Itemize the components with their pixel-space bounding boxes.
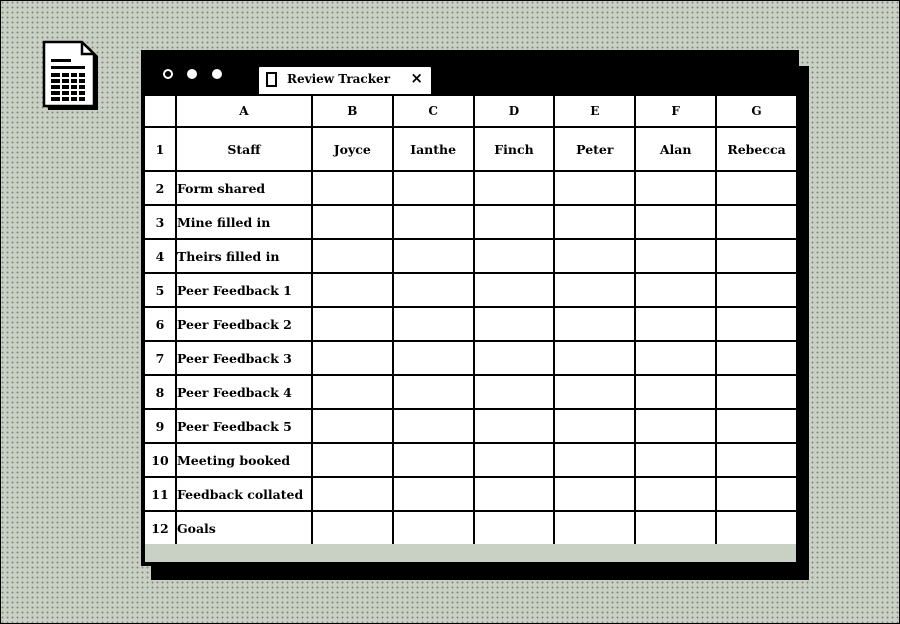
staff-name-cell[interactable]: Finch [475,128,554,170]
table-row [145,376,796,408]
row-label-cell[interactable]: Feedback collated [177,478,311,510]
row-number[interactable]: 12 [145,512,175,544]
data-cell[interactable] [475,410,554,442]
row-label-cell[interactable]: Peer Feedback 5 [177,410,311,442]
column-header[interactable]: D [475,96,554,126]
table-row [145,172,796,204]
table-row [145,206,796,238]
data-cell[interactable] [394,376,473,408]
row-number[interactable]: 5 [145,274,175,306]
data-cell[interactable] [475,444,554,476]
data-cell[interactable] [475,274,554,306]
data-cell[interactable] [555,478,634,510]
data-cell[interactable] [555,410,634,442]
data-cell[interactable] [394,342,473,374]
table-row [145,342,796,374]
data-cell[interactable] [717,376,796,408]
data-cell[interactable] [475,172,554,204]
data-cell[interactable] [555,308,634,340]
data-cell[interactable] [555,512,634,544]
row-number[interactable]: 3 [145,206,175,238]
tab-review-tracker[interactable] [257,65,433,94]
table-row [145,410,796,442]
data-cell[interactable] [313,240,392,272]
data-cell[interactable] [313,308,392,340]
data-cell[interactable] [636,274,715,306]
row-number[interactable]: 11 [145,478,175,510]
data-cell[interactable] [394,240,473,272]
column-header[interactable]: C [394,96,473,126]
spreadsheet-grid [143,94,798,564]
data-cell[interactable] [313,206,392,238]
row-number[interactable]: 4 [145,240,175,272]
column-header[interactable]: B [313,96,392,126]
table-row [145,512,796,544]
data-cell[interactable] [475,376,554,408]
row-label-cell[interactable]: Peer Feedback 4 [177,376,311,408]
data-cell[interactable] [717,240,796,272]
data-cell[interactable] [717,512,796,544]
data-cell[interactable] [313,444,392,476]
close-icon[interactable]: × [410,69,423,87]
row-label-cell[interactable]: Peer Feedback 1 [177,274,311,306]
table-row [145,478,796,510]
data-cell[interactable] [555,274,634,306]
data-cell[interactable] [475,342,554,374]
data-cell[interactable] [555,172,634,204]
data-cell[interactable] [313,478,392,510]
row-number[interactable]: 10 [145,444,175,476]
table-row [145,240,796,272]
row-number[interactable]: 7 [145,342,175,374]
document-icon [266,72,277,87]
row-label-cell[interactable]: Form shared [177,172,311,204]
data-cell[interactable] [717,308,796,340]
data-cell[interactable] [636,512,715,544]
row-number[interactable]: 1 [145,128,175,170]
row-label-cell[interactable]: Mine filled in [177,206,311,238]
data-cell[interactable] [717,478,796,510]
column-header[interactable]: A [177,96,311,126]
row-label-cell[interactable]: Goals [177,512,311,544]
corner-cell[interactable] [145,96,175,126]
data-cell[interactable] [717,410,796,442]
data-cell[interactable] [394,172,473,204]
data-cell[interactable] [313,410,392,442]
data-cell[interactable] [394,274,473,306]
row-label-cell[interactable]: Peer Feedback 2 [177,308,311,340]
data-cell[interactable] [636,240,715,272]
data-cell[interactable] [313,342,392,374]
data-cell[interactable] [636,342,715,374]
data-cell[interactable] [636,172,715,204]
data-cell[interactable] [555,206,634,238]
row-number[interactable]: 6 [145,308,175,340]
table-row [145,308,796,340]
window-dot-icon[interactable] [187,69,197,79]
data-cell[interactable] [717,342,796,374]
data-cell[interactable] [475,206,554,238]
staff-name-cell[interactable]: Rebecca [717,128,796,170]
data-cell[interactable] [636,478,715,510]
data-cell[interactable] [394,444,473,476]
data-cell[interactable] [555,342,634,374]
data-cell[interactable] [475,512,554,544]
tab-title: Review Tracker [287,72,391,86]
data-cell[interactable] [636,206,715,238]
row-number[interactable]: 9 [145,410,175,442]
staff-name-cell[interactable]: Joyce [313,128,392,170]
data-cell[interactable] [313,172,392,204]
window-dot-icon[interactable] [163,69,173,79]
column-header[interactable]: F [636,96,715,126]
row-number[interactable]: 2 [145,172,175,204]
staff-label-cell[interactable]: Staff [177,128,311,170]
data-cell[interactable] [717,206,796,238]
data-cell[interactable] [394,512,473,544]
data-cell[interactable] [717,274,796,306]
row-label-cell[interactable]: Theirs filled in [177,240,311,272]
data-cell[interactable] [313,376,392,408]
data-cell[interactable] [555,444,634,476]
data-cell[interactable] [475,478,554,510]
data-cell[interactable] [717,172,796,204]
staff-name-cell[interactable]: Alan [636,128,715,170]
data-cell[interactable] [394,478,473,510]
data-cell[interactable] [313,274,392,306]
data-cell[interactable] [636,376,715,408]
table-row [145,274,796,306]
data-cell[interactable] [313,512,392,544]
data-cell[interactable] [394,410,473,442]
table-row [145,444,796,476]
data-cell[interactable] [475,308,554,340]
sheet-footer-bar [145,544,796,562]
spreadsheet-window [141,50,799,566]
data-cell[interactable] [555,376,634,408]
row-label-cell[interactable]: Peer Feedback 3 [177,342,311,374]
title-bar [141,50,799,94]
spreadsheet-file-icon[interactable] [42,40,100,112]
data-cell[interactable] [394,206,473,238]
column-header[interactable]: E [555,96,634,126]
staff-row [145,128,796,170]
column-header-row [145,96,796,126]
staff-name-cell[interactable]: Peter [555,128,634,170]
row-label-cell[interactable]: Meeting booked [177,444,311,476]
data-cell[interactable] [636,308,715,340]
grid-table [143,94,798,546]
data-cell[interactable] [636,410,715,442]
column-header[interactable]: G [717,96,796,126]
data-cell[interactable] [475,240,554,272]
data-cell[interactable] [394,308,473,340]
window-dot-icon[interactable] [212,69,222,79]
row-number[interactable]: 8 [145,376,175,408]
data-cell[interactable] [717,444,796,476]
data-cell[interactable] [636,444,715,476]
data-cell[interactable] [555,240,634,272]
staff-name-cell[interactable]: Ianthe [394,128,473,170]
